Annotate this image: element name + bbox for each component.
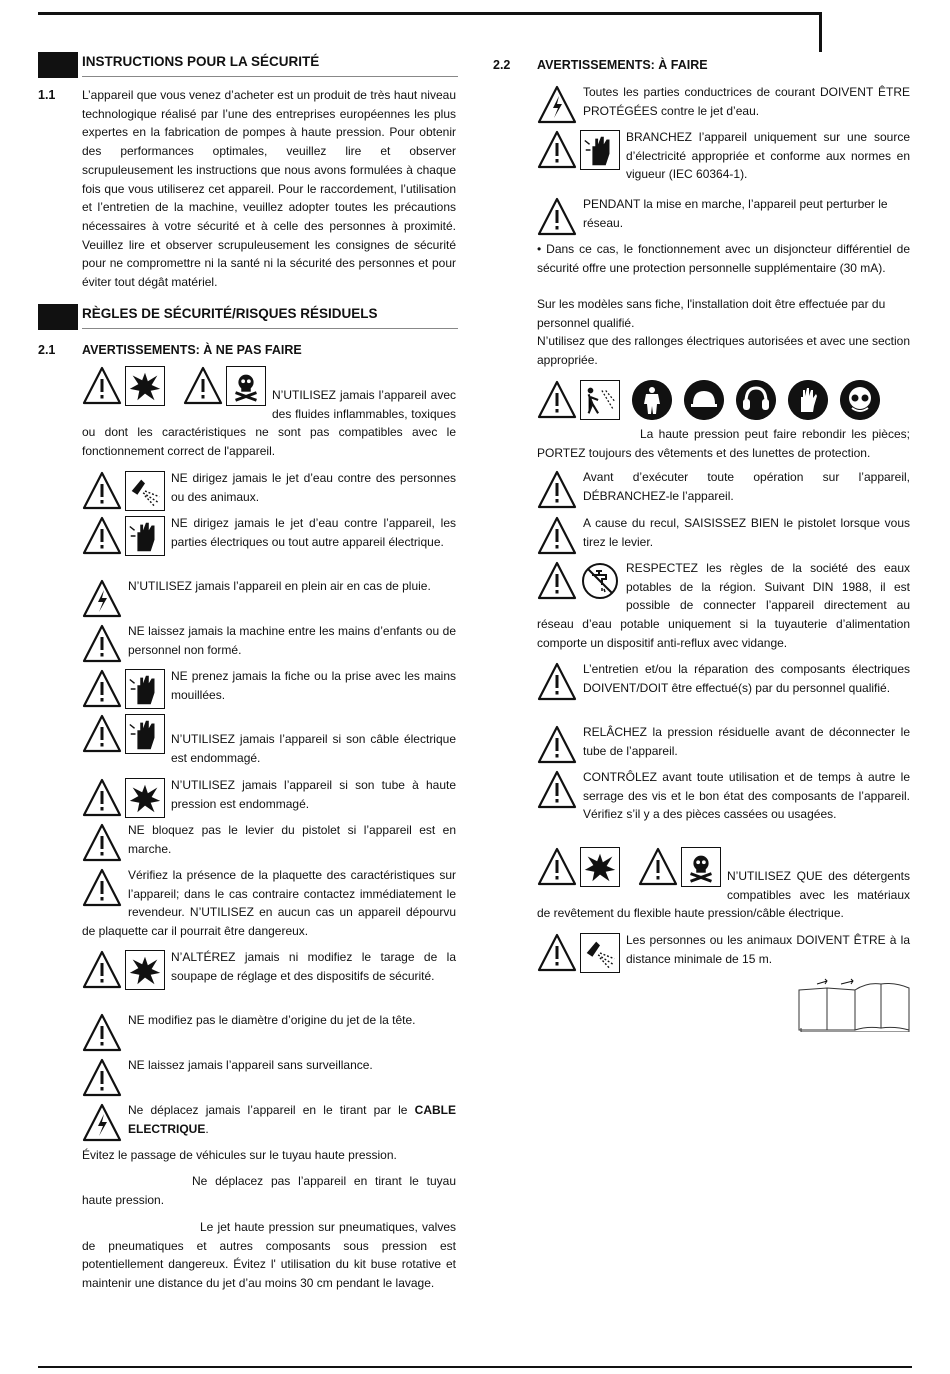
instruction-qualified-repair: L’entretien et/ou la réparation des composants électriques DOIVENT/DOIT être effectué(s) par du personnel qualifié.	[537, 660, 910, 702]
goggles-icon	[840, 380, 880, 420]
explosion-icon	[125, 778, 165, 818]
warning-children: NE laissez jamais la machine entre les mains d’enfants ou de personnel non formé.	[82, 622, 456, 664]
warning-triangle-icon	[537, 561, 577, 601]
warning-triangle-icon	[537, 662, 577, 702]
instruction-no-plug: Sur les modèles sans fiche, l'installation doit être effectuée par du personnel qualifié.	[537, 297, 886, 330]
warning-vehicles: Évitez le passage de véhicules sur le tuyau haute pression.	[82, 1148, 397, 1162]
warning-damaged-cable: N’UTILISEZ jamais l’appareil si son câble électrique est endommagé.	[82, 712, 456, 767]
warning-triangle-icon	[82, 516, 122, 556]
warning-rain: N’UTILISEZ jamais l’appareil en plein air en cas de pluie.	[82, 577, 456, 619]
instruction-recoil: A cause du recul, SAISISSEZ BIEN le pistolet lorsque vous tirez le levier.	[537, 514, 910, 556]
warning-triangle-icon	[537, 770, 577, 810]
warning-triangle-icon	[183, 366, 223, 406]
warning-triangle-icon	[82, 366, 122, 406]
warning-triangle-icon	[638, 847, 678, 887]
toxic-skull-icon	[226, 366, 266, 406]
warning-pull-hose: Ne déplacez pas l’appareil en tirant le tuyau haute pression.	[82, 1174, 456, 1207]
instruction-water-rules: RESPECTEZ les règles de la société des eaux potables de la région. Suivant DIN 1988, il est possible de connecter l’appareil directement au réseau d’eau potable uniquement si la tuyauterie d’alimentation comporte un dispositif anti-reflux avec vidange.	[537, 561, 910, 650]
spray-person-icon	[580, 933, 620, 973]
instruction-unplug: Avant d’exécuter toute opération sur l’appareil, DÉBRANCHEZ-le l’appareil.	[537, 468, 910, 510]
warning-triangle-icon	[537, 933, 577, 973]
spray-person-icon	[125, 471, 165, 511]
warning-triangle-icon	[82, 950, 122, 990]
warning-triangle-icon	[537, 847, 577, 887]
warning-triangle-icon	[537, 516, 577, 556]
warning-pull-cable: Ne déplacez jamais l’appareil en le tirant par le CABLE ELECTRIQUE.	[82, 1101, 456, 1143]
warning-rating-plate: Vérifiez la présence de la plaquette des caractéristiques sur l’appareil; dans le cas contraire contactez immédiatement le revendeur. N’UTILISEZ en aucun cas un appareil dépourvu de plaquette car il pourrait être dangereux.	[82, 868, 456, 939]
warning-trigger: NE bloquez pas le levier du pistolet si l’appareil est en marche.	[82, 821, 456, 863]
hand-shock-icon	[125, 516, 165, 556]
subsection-title-do: AVERTISSEMENTS: À FAIRE	[537, 58, 708, 72]
warning-triangle-icon	[82, 714, 122, 754]
warning-valve: N’ALTÉREZ jamais ni modifiez le tarage de la soupape de réglage et des dispositifs de sécurité.	[82, 948, 456, 990]
helmet-icon	[684, 380, 724, 420]
warning-tyres: Le jet haute pression sur pneumatiques, valves de pneumatiques et autres composants sous pression est potentiellement dangereux. Évitez l' utilisation du kit buse rotative et maintenir une distance du jet d’au moins 30 cm pendant le lavage.	[82, 1220, 456, 1291]
electric-hazard-icon	[82, 1103, 122, 1143]
no-tap-icon	[580, 561, 620, 601]
rebound-icon	[580, 380, 620, 420]
warning-triangle-icon	[82, 669, 122, 709]
page-corner-rule	[819, 12, 822, 52]
section-header-rules	[38, 304, 458, 330]
intro-paragraph: L’appareil que vous venez d’acheter est un produit de très haut niveau technologique réalisé par l’une des entreprises européennes les plus expertes en la fabrication de pompes à haute pression. Pour obtenir des performances optimales, veuillez lire et observer scrupuleusement les instructions que nous avons formulées à chaque fois que vous utiliserez cet appareil. Pour le raccordement, l’utilisation et l’entretien de la machine, veuillez adopter toutes les précautions nécessaires à votre sécurité et à celle des personnes à proximité. Veuillez lire et observer scrupuleusement les consignes de sécurité pour ne compromettre ni la santé ni la sécurité des personnes et pour éviter tout dégât matériel.	[82, 88, 456, 290]
explosion-icon	[580, 847, 620, 887]
warning-jet-people: NE dirigez jamais le jet d’eau contre des personnes ou des animaux.	[82, 469, 456, 511]
warning-flammable: N’UTILISEZ jamais l’appareil avec des fluides inflammables, toxiques ou dont les caractéristiques ne sont pas compatibles avec le fonctionnement correct de l'appareil.	[82, 364, 456, 461]
warning-triangle-icon	[537, 470, 577, 510]
warning-triangle-icon	[537, 725, 577, 765]
protective-suit-icon	[632, 380, 672, 420]
warning-triangle-icon	[82, 1013, 122, 1053]
hand-shock-icon	[580, 130, 620, 170]
explosion-icon	[125, 950, 165, 990]
instruction-extension: N’utilisez que des rallonges électriques autorisées et avec une section appropriée.	[537, 334, 910, 367]
warning-unattended: NE laissez jamais l’appareil sans surveillance.	[82, 1056, 456, 1098]
warning-triangle-icon	[537, 130, 577, 170]
page-bottom-rule	[38, 1366, 912, 1368]
hand-shock-icon	[125, 714, 165, 754]
explosion-icon	[125, 366, 165, 406]
gloves-icon	[788, 380, 828, 420]
section-title: RÈGLES DE SÉCURITÉ/RISQUES RÉSIDUELS	[82, 306, 378, 321]
instruction-power-source: BRANCHEZ l’appareil uniquement sur une source d’électricité appropriée et conforme aux normes en vigueur (IEC 60364-1).	[537, 128, 910, 184]
warning-triangle-icon	[537, 380, 577, 420]
subsection-number: 2.2	[493, 58, 511, 72]
warning-triangle-icon	[82, 778, 122, 818]
instruction-distance: Les personnes ou les animaux DOIVENT ÊTRE à la distance minimale de 15 m.	[537, 931, 910, 973]
manual-book-icon	[797, 978, 913, 1032]
instruction-check-screws: CONTRÔLEZ avant toute utilisation et de temps à autre le serrage des vis et le bon état des composants de l’appareil. Vérifiez s’il y a des pièces cassées ou usagées.	[537, 768, 910, 824]
instruction-network: PENDANT la mise en marche, l’appareil peut perturber le réseau.	[537, 195, 910, 237]
subsection-title-dont: AVERTISSEMENTS: À NE PAS FAIRE	[82, 343, 302, 357]
instruction-detergents: N’UTILISEZ QUE des détergents compatibles avec les matériaux de revêtement du flexible haute pression/câble électrique.	[537, 845, 910, 923]
warning-jet-electrical: NE dirigez jamais le jet d’eau contre l’appareil, les parties électriques ou tout autre appareil électrique.	[82, 514, 456, 556]
warning-triangle-icon	[82, 868, 122, 908]
warning-triangle-icon	[82, 1058, 122, 1098]
warning-triangle-icon	[82, 624, 122, 664]
warning-triangle-icon	[537, 197, 577, 237]
electric-hazard-icon	[537, 85, 577, 125]
warning-triangle-icon	[82, 823, 122, 863]
warning-nozzle: NE modifiez pas le diamètre d’origine du jet de la tête.	[82, 1011, 456, 1053]
instruction-protect-parts: Toutes les parties conductrices de courant DOIVENT ÊTRE PROTÉGÉES contre le jet d’eau.	[537, 83, 910, 125]
section-number: 1.1	[38, 88, 56, 102]
instruction-release-pressure: RELÂCHEZ la pression résiduelle avant de déconnecter le tube de l’appareil.	[537, 723, 910, 765]
section-header-safety	[38, 52, 458, 78]
warning-wet-hands: NE prenez jamais la fiche ou la prise avec les mains mouillées.	[82, 667, 456, 709]
section-title: INSTRUCTIONS POUR LA SÉCURITÉ	[82, 54, 320, 69]
ear-protection-icon	[736, 380, 776, 420]
warning-damaged-hose: N’UTILISEZ jamais l’appareil si son tube à haute pression est endommagé.	[82, 776, 456, 818]
toxic-skull-icon	[681, 847, 721, 887]
warning-triangle-icon	[82, 471, 122, 511]
ppe-icon-row	[537, 380, 880, 420]
hand-shock-icon	[125, 669, 165, 709]
instruction-ppe: La haute pression peut faire rebondir les pièces; PORTEZ toujours des vêtements et des lunettes de protection.	[537, 427, 910, 460]
electric-hazard-icon	[82, 579, 122, 619]
subsection-number: 2.1	[38, 343, 56, 357]
page-top-rule	[38, 12, 822, 15]
instruction-breaker: • Dans ce cas, le fonctionnement avec un disjoncteur différentiel de sécurité offre une protection personnelle supplémentaire (30 mA).	[537, 242, 910, 275]
